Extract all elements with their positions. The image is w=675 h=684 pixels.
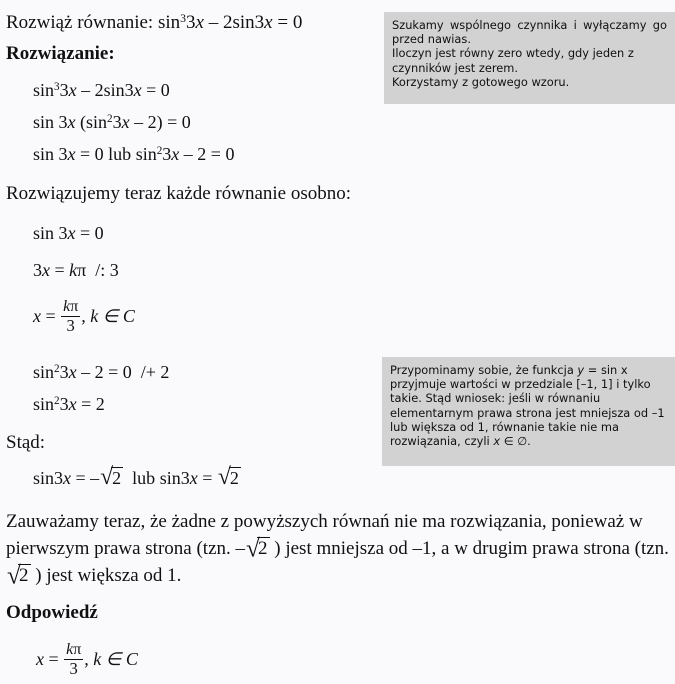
equals-sign: =: [80, 223, 91, 243]
lub-token: lub: [132, 468, 156, 488]
equation-line-1: $\sin^33x - 2\sin 3x = 0$: [33, 80, 170, 100]
callout-sine-range: [382, 357, 675, 466]
sin-token: sin: [157, 12, 181, 33]
zero-token: 0: [160, 80, 170, 100]
equation-line-6: [33, 300, 135, 336]
equals-sign: =: [277, 12, 289, 33]
fraction-numerator: [61, 299, 80, 316]
square-root-2: [100, 466, 123, 490]
equals-sign: =: [210, 144, 221, 164]
problem-statement: [6, 10, 302, 36]
variable-x: x: [67, 112, 76, 132]
conclusion-paragraph: [6, 508, 674, 589]
exponent-3: 3: [54, 81, 60, 94]
variable-x: x: [133, 80, 142, 100]
zero-token: 0: [94, 144, 104, 164]
variable-x: x: [68, 394, 77, 414]
two-token: 2: [95, 394, 105, 414]
sin-token: sin: [33, 468, 55, 488]
operation-divide-3: /: 3: [95, 260, 119, 280]
close-paren: ): [156, 112, 163, 132]
variable-x: x: [68, 362, 77, 382]
radicand-2: 2: [258, 538, 268, 559]
square-root-2: [246, 535, 270, 562]
equals-sign: =: [75, 468, 86, 488]
variable-x: x: [36, 649, 44, 670]
answer-equation: [36, 643, 138, 679]
zero-token: 0: [122, 362, 132, 382]
exponent-2: 2: [54, 363, 60, 376]
square-root-2: [218, 466, 241, 490]
operation-plus-2: /+ 2: [140, 362, 170, 382]
fraction-k-pi-over-3: [61, 299, 80, 335]
variable-x: x: [33, 306, 41, 327]
radicand-2: 2: [19, 565, 29, 586]
sin-token: sin: [232, 12, 255, 33]
solution-heading: Rozwiązanie:: [6, 43, 115, 64]
exponent-2: 2: [107, 113, 113, 126]
callout-sine-range-segment-2: = sin x przyjmuje wartości w przedziale [–1, 1] i tylko takie. Stąd wniosek: jeśli w równaniu elementarnym prawa strona jest mniejsza od –1 lub większa od 1, równanie takie nie ma rozwiązania, czyli: [390, 363, 665, 449]
conclusion-part-3: ) jest większa od 1.: [30, 565, 182, 586]
variable-x: x: [121, 112, 130, 132]
equation-line-5: 3x = kπ /: 3: [33, 260, 119, 280]
sin-token: sin: [33, 394, 55, 414]
variable-x: x: [493, 434, 501, 449]
callout-sine-range-segment-3: ∈ ∅.: [500, 434, 531, 449]
radicand-2: 2: [112, 468, 122, 488]
sin-token: sin: [86, 112, 108, 132]
problem-prefix: Rozwiąż równanie:: [6, 12, 158, 33]
equals-sign: =: [146, 80, 157, 100]
minus-sign: –: [235, 538, 246, 559]
equals-sign: =: [80, 144, 91, 164]
minus-sign: –: [81, 362, 91, 382]
fraction-numerator: [64, 642, 83, 659]
sin-token: sin: [33, 362, 55, 382]
conclusion-part-1: Zauważamy teraz, że żadne z powyższych równań nie ma rozwiązania, ponieważ w pierwszym prawa strona (tzn.: [6, 511, 643, 559]
minus-sign: –: [134, 112, 144, 132]
callout-factoring: [384, 12, 675, 104]
sin-token: sin: [103, 80, 125, 100]
exponent-2: 2: [156, 145, 163, 158]
radical-sign: √: [7, 561, 21, 589]
callout-factoring-line-3: Korzystamy z gotowego wzoru.: [392, 74, 570, 89]
variable-x: x: [67, 223, 76, 243]
variable-y: y: [577, 363, 585, 377]
open-paren: (: [80, 112, 87, 132]
two-token: 2: [94, 362, 104, 382]
variable-x: x: [42, 260, 50, 280]
minus-sign: –: [81, 80, 91, 100]
zero-token: 0: [225, 144, 235, 164]
sin-token: sin: [33, 223, 55, 243]
equals-sign: =: [108, 362, 119, 382]
variable-x: x: [63, 468, 72, 488]
callout-sine-range-segment-1: Przypominamy sobie, że funkcja: [390, 363, 578, 377]
radical-sign: √: [217, 464, 231, 491]
sin-token: sin: [33, 112, 55, 132]
k-in-C: , k ∈ C: [81, 306, 135, 327]
pi-symbol: π: [73, 641, 82, 658]
variable-x: x: [68, 80, 77, 100]
two-token: 2: [147, 112, 157, 132]
variable-k: k: [63, 298, 71, 315]
equation-line-9-sqrt: sin3x = – √ 2 lub sin3x = √ 2: [33, 464, 239, 491]
minus-sign: –: [90, 468, 100, 488]
equals-sign: =: [54, 260, 65, 280]
equation-line-2: sin 3x $(\sin^23x - 2) = 0$: [33, 112, 191, 132]
solve-separately-line: Rozwiązujemy teraz każde równanie osobno:: [6, 183, 352, 204]
variable-x: x: [195, 12, 204, 33]
fraction-k-pi-over-3: [64, 642, 83, 678]
sin-token: sin: [135, 144, 157, 164]
answer-heading: Odpowiedź: [6, 602, 98, 623]
two-token: 2: [197, 144, 207, 164]
variable-x: x: [189, 468, 198, 488]
sin-token: sin: [159, 468, 181, 488]
exponent-3: 3: [180, 11, 187, 25]
equation-line-8: $\sin^23x = 2$: [33, 394, 105, 414]
equals-sign: =: [202, 468, 213, 488]
lub-token: lub: [108, 144, 132, 164]
zero-token: 0: [181, 112, 191, 132]
variable-x: x: [171, 144, 180, 164]
problem-equation: $\sin^33x - 2\sin 3x = 0$: [157, 11, 303, 33]
minus-sign: –: [208, 12, 219, 33]
callout-factoring-line-1: Szukamy wspólnego czynnika i wyłączamy go przed nawias.: [392, 18, 667, 47]
minus-sign: –: [183, 144, 193, 164]
equals-sign: =: [48, 649, 59, 670]
equals-sign: =: [81, 394, 92, 414]
equation-line-4: sin 3x = 0: [33, 223, 104, 243]
square-root-2: [7, 562, 31, 589]
radical-sign: √: [246, 534, 260, 562]
equation-line-7: $\sin^23x - 2 = 0 /+ 2$: [33, 362, 170, 382]
variable-x: x: [264, 12, 273, 33]
sin-token: sin: [33, 80, 55, 100]
three-x: 3x: [186, 12, 204, 33]
radical-sign: √: [100, 464, 114, 491]
fraction-denominator: 3: [64, 659, 83, 679]
exponent-2: 2: [54, 395, 60, 408]
pi-symbol: π: [70, 298, 79, 315]
conclusion-part-2: ) jest mniejsza od –1, a w drugim prawa strona (tzn.: [269, 538, 669, 559]
zero-token: 0: [94, 223, 104, 243]
callout-sine-range-text: [390, 363, 667, 448]
zero-token: 0: [292, 12, 303, 33]
equation-line-3: sin 3x = 0 lub $\sin^23x - 2 = 0$: [33, 144, 235, 164]
sin-token: sin: [33, 144, 55, 164]
variable-k: k: [66, 641, 74, 658]
radicand-2: 2: [229, 468, 239, 488]
variable-x: x: [67, 144, 76, 164]
k-in-C: , k ∈ C: [84, 649, 138, 670]
callout-factoring-line-2: Iloczyn jest równy zero wtedy, gdy jeden z czynników jest zerem.: [392, 46, 634, 75]
fraction-denominator: 3: [61, 316, 80, 336]
variable-k: k: [69, 260, 78, 280]
equals-sign: =: [45, 306, 56, 327]
stad-label: Stąd:: [6, 432, 46, 453]
pi-symbol: π: [77, 260, 87, 280]
equals-sign: =: [167, 112, 178, 132]
